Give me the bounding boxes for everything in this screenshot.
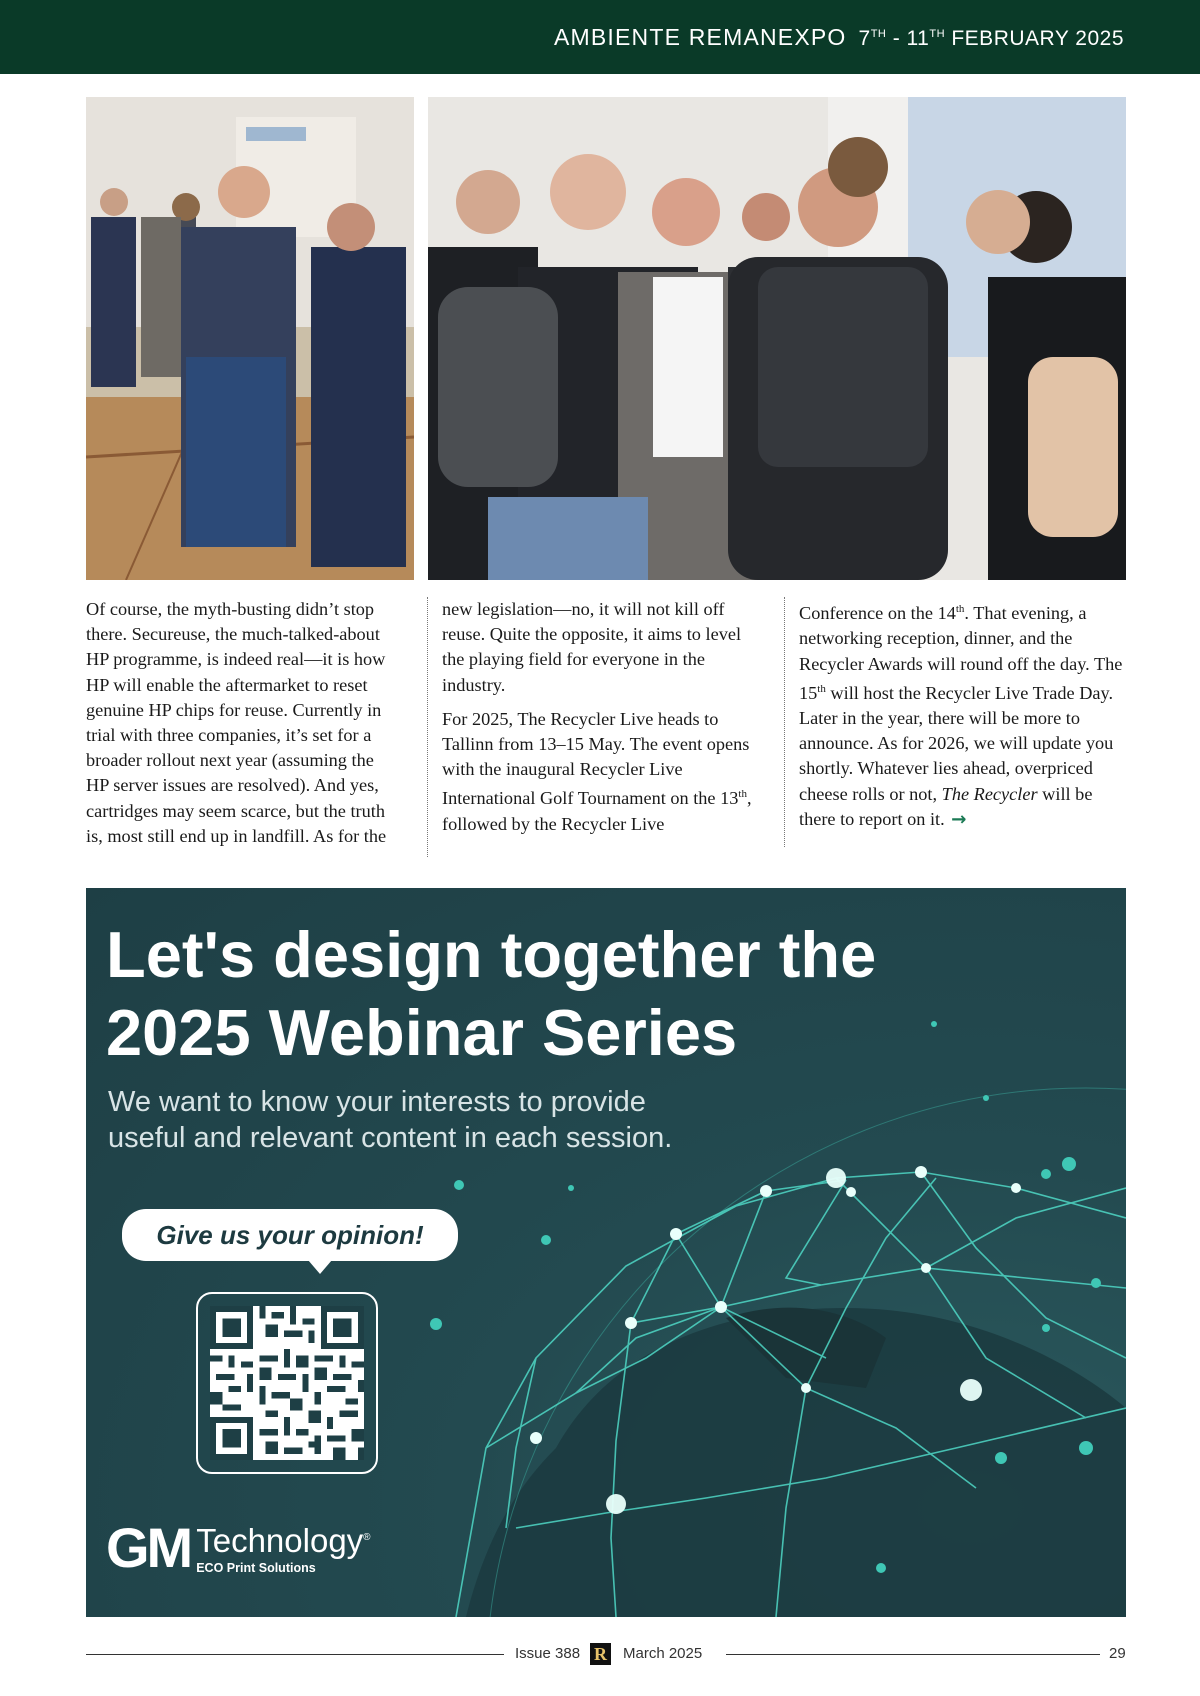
recycler-logo-icon: R [590, 1643, 611, 1665]
column-divider [784, 597, 785, 847]
section-header [0, 0, 1200, 74]
advertisement-webinar[interactable] [86, 888, 1126, 1617]
article-paragraph: Of course, the myth-busting didn’t stop there. Secureuse, the much-talked-about HP programme, is indeed real—it is how HP will enable the aftermarket to reset genuine HP chips for reuse. Currently in trial with three companies, it’s set for a broader rollout next year (assuming the HP server issues are resolved). And yes, cartridges may seem scarce, but the truth is, most still end up in landfill. As for the [86, 599, 387, 846]
page-footer [0, 1643, 1200, 1667]
event-name: AMBIENTE REMANEXPO [553, 24, 847, 50]
gm-technology-logo: GM Technology® ECO Print Solutions [106, 1516, 371, 1579]
issue-date: March 2025 [623, 1645, 703, 1662]
page-number: 29 [1109, 1645, 1126, 1662]
event-dates: 7TH - 11TH FEBRUARY 2025 [858, 27, 1124, 50]
opinion-cta-button[interactable]: Give us your opinion! [122, 1209, 458, 1261]
footer-rule [86, 1654, 504, 1655]
photo-right-group-conversation [428, 97, 1126, 580]
article-column-3 [799, 597, 1129, 841]
issue-number: Issue 388 [515, 1645, 581, 1662]
article-column-2 [442, 597, 752, 846]
photo-left-networking [86, 97, 414, 580]
speech-bubble-tail [308, 1260, 332, 1274]
article-paragraph: For 2025, The Recycler Live heads to Tallinn from 13–15 May. The event opens with the inaugural Recycler Live International Golf Tournament on the 13th, followed by the Recycler Live [442, 708, 752, 834]
article-paragraph: new legislation—no, it will not kill off reuse. Quite the opposite, it aims to level the playing field for everyone in the industry. [442, 599, 742, 695]
qr-code-frame[interactable] [196, 1292, 378, 1474]
ad-headline: Let's design together the 2025 Webinar Series [106, 918, 877, 1069]
ad-subheading: We want to know your interests to provide useful and relevant content in each session. [108, 1086, 673, 1154]
header-title [554, 24, 1124, 51]
article-column-1 [86, 597, 396, 858]
article-paragraph: Conference on the 14th. That evening, a networking reception, dinner, and the Recycler Awards will round off the day. The 15th will host the Recycler Live Trade Day. Later in the year, there will be more to announce. As for 2026, we will update you shortly. Whatever lies ahead, overpriced cheese rolls or not, The Recycler will be there to report on it. → [799, 603, 1123, 830]
qr-code-icon [210, 1306, 364, 1460]
footer-rule [726, 1654, 1100, 1655]
column-divider [427, 597, 428, 857]
arrow-right-icon[interactable]: → [944, 808, 967, 830]
